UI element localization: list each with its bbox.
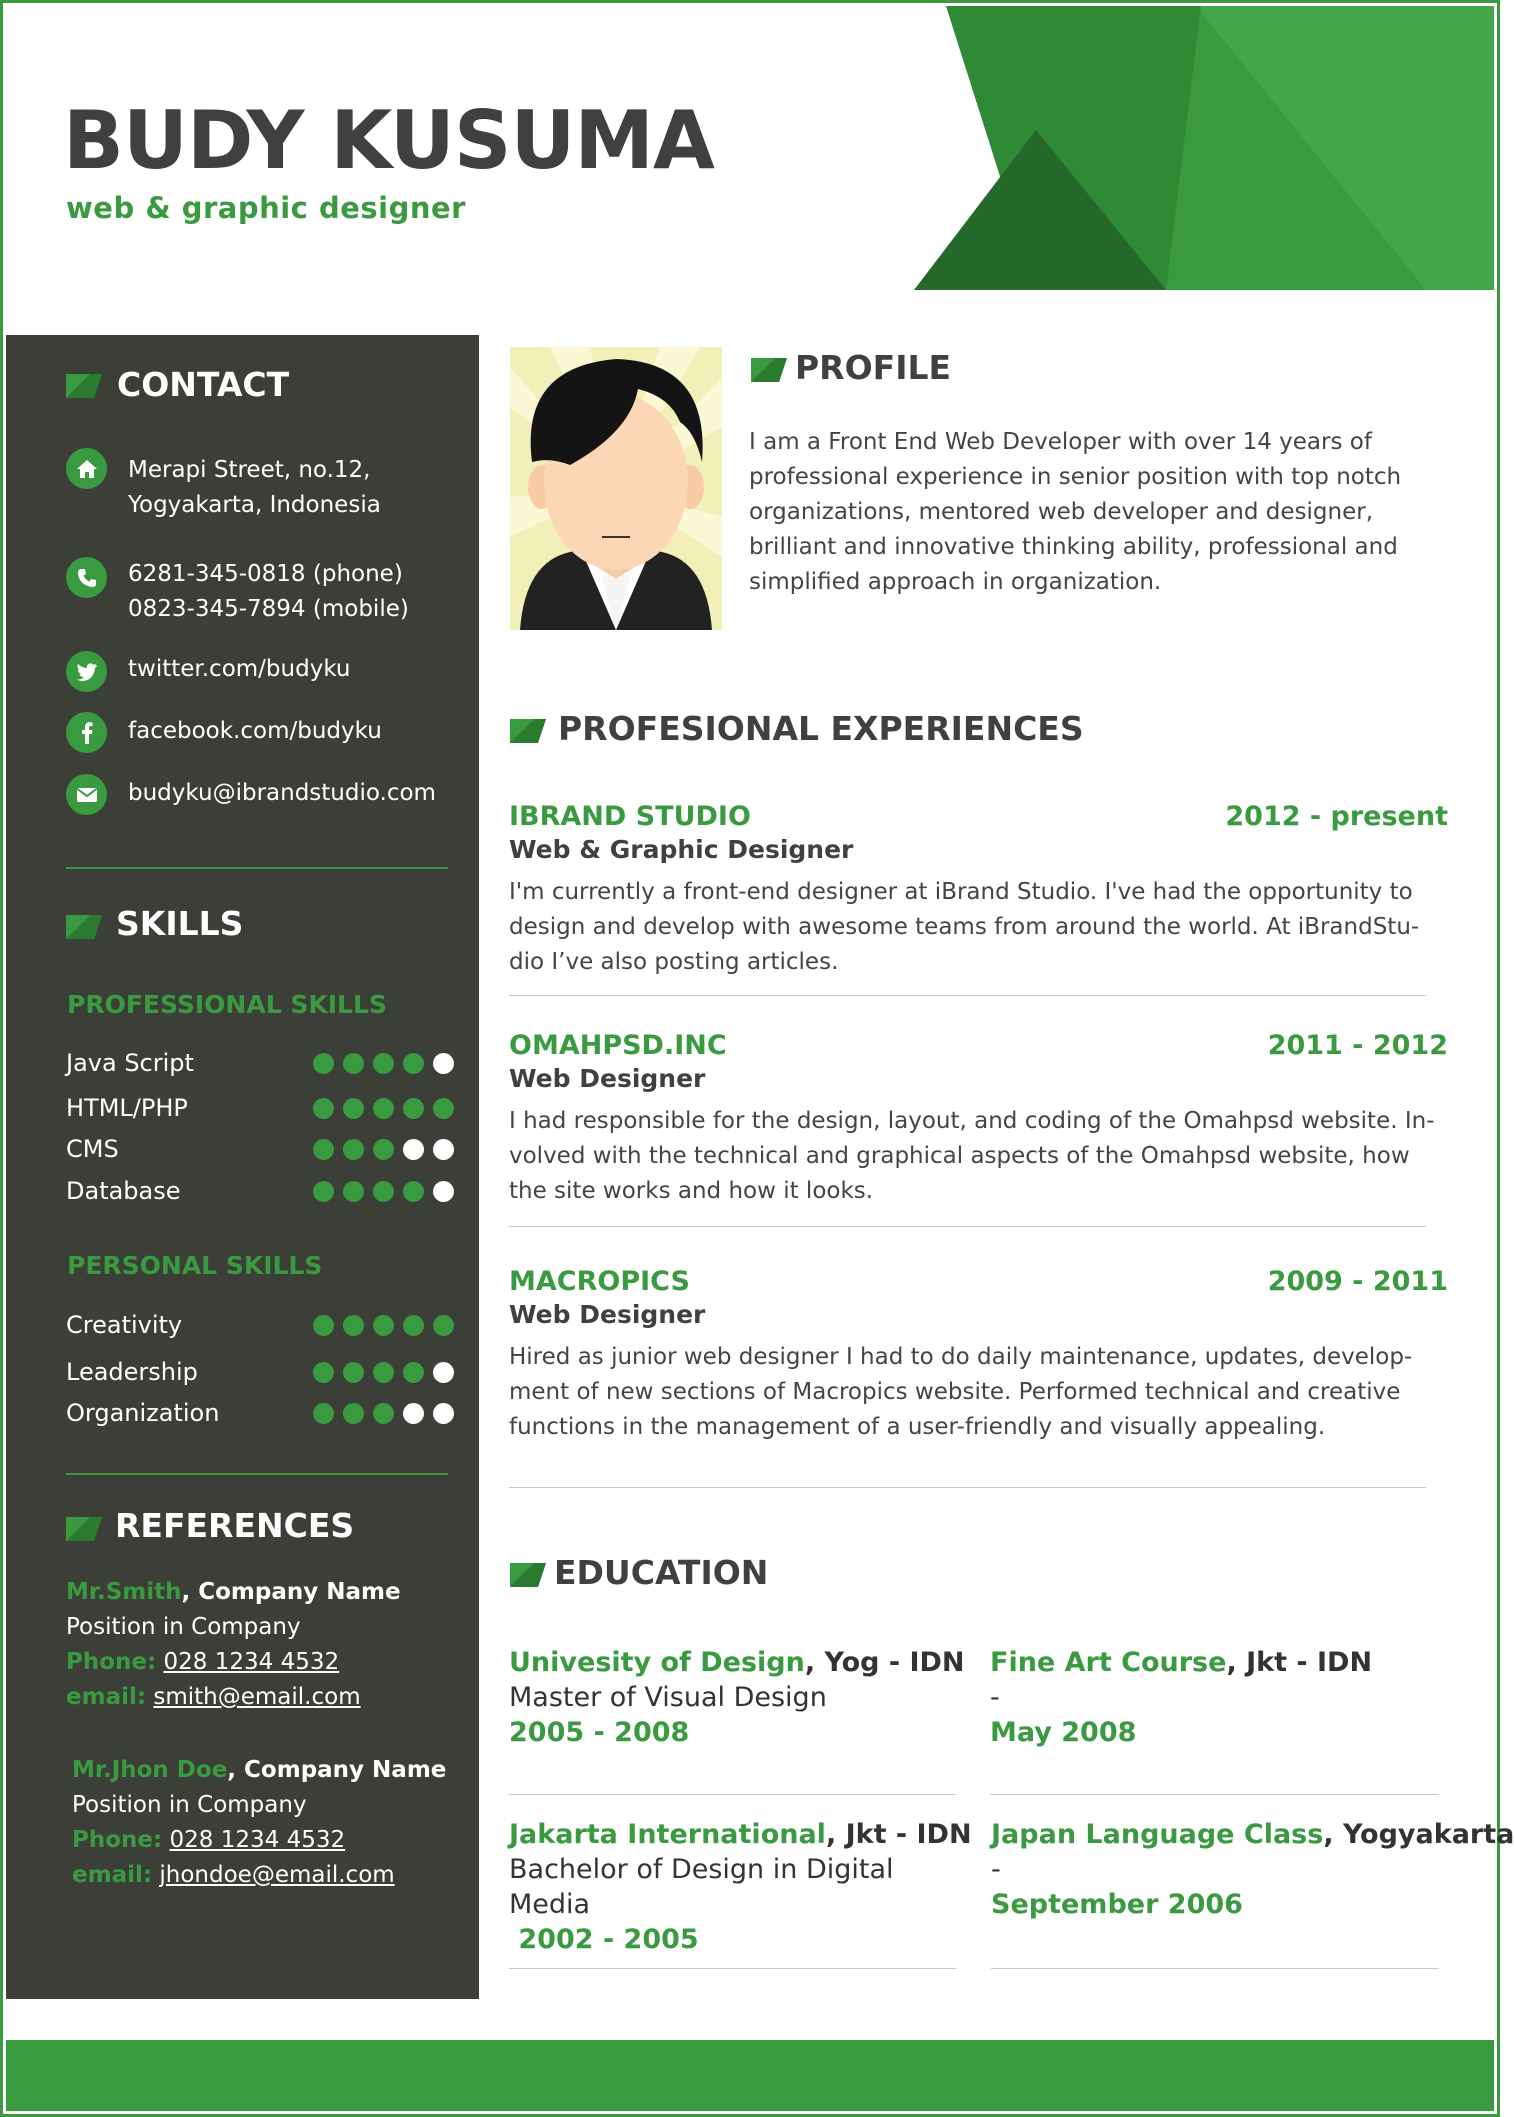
address-line-1: Merapi Street, no.12,	[128, 457, 371, 483]
rating-dot-filled	[343, 1315, 364, 1336]
reference-position: Position in Company	[66, 1614, 301, 1640]
rating-dot-filled	[313, 1315, 334, 1336]
skill-name: Organization	[66, 1399, 220, 1427]
rating-dot-empty	[433, 1181, 454, 1202]
job-description-line: dio I’ve also posting articles.	[509, 949, 839, 975]
reference-phone: Phone: 028 1234 4532	[66, 1649, 340, 1675]
job-description-line: Hired as junior web designer I had to do daily maintenance, updates, develop-	[509, 1344, 1413, 1370]
job-role: Web Designer	[509, 1064, 706, 1093]
skill-name: Creativity	[66, 1311, 183, 1339]
skill-row	[66, 1396, 454, 1430]
skill-rating	[313, 1315, 454, 1336]
job-company: IBRAND STUDIO	[509, 801, 751, 832]
skill-name: HTML/PHP	[66, 1094, 188, 1122]
skill-rating	[313, 1362, 454, 1383]
reference-email-link[interactable]: smith@email.com	[153, 1684, 361, 1710]
contact-heading: CONTACT	[117, 365, 290, 404]
professional-skills-heading: PROFESSIONAL SKILLS	[67, 990, 387, 1019]
job-description-line: functions in the management of a user-friendly and visually appealing.	[509, 1414, 1326, 1440]
rating-dot-empty	[433, 1403, 454, 1424]
twitter-link[interactable]: twitter.com/budyku	[128, 656, 351, 682]
rating-dot-filled	[343, 1053, 364, 1074]
profile-line: I am a Front End Web Developer with over 14 years of	[749, 429, 1372, 455]
profile-avatar	[510, 347, 722, 630]
reference-name: Mr.Jhon Doe, Company Name	[72, 1757, 447, 1783]
education-degree: Bachelor of Design in Digital	[509, 1854, 894, 1885]
rating-dot-filled	[373, 1403, 394, 1424]
skill-rating	[313, 1181, 454, 1202]
job-description-line: ment of new sections of Macropics website. Performed technical and creative	[509, 1379, 1401, 1405]
reference-phone: Phone: 028 1234 4532	[72, 1827, 346, 1853]
section-flag-icon	[510, 1563, 546, 1587]
facebook-icon	[66, 712, 107, 753]
rating-dot-filled	[373, 1139, 394, 1160]
mobile-line[interactable]: 0823-345-7894 (mobile)	[128, 596, 409, 622]
reference-position: Position in Company	[72, 1792, 307, 1818]
rating-dot-filled	[433, 1098, 454, 1119]
job-dates: 2012 - present	[1225, 801, 1448, 832]
rating-dot-filled	[313, 1053, 334, 1074]
reference-phone-link[interactable]: 028 1234 4532	[169, 1827, 346, 1853]
skill-row	[66, 1174, 454, 1208]
job-divider	[509, 995, 1426, 996]
section-flag-icon	[510, 719, 546, 743]
sidebar-divider	[66, 1473, 448, 1475]
education-school: Fine Art Course, Jkt - IDN	[990, 1647, 1373, 1678]
rating-dot-empty	[433, 1139, 454, 1160]
facebook-link[interactable]: facebook.com/budyku	[128, 718, 382, 744]
education-degree: -	[990, 1682, 1000, 1713]
rating-dot-filled	[403, 1362, 424, 1383]
twitter-icon	[66, 651, 107, 692]
home-icon	[66, 448, 107, 489]
skills-heading: SKILLS	[116, 904, 244, 943]
rating-dot-filled	[373, 1098, 394, 1119]
email-icon	[66, 774, 107, 815]
section-flag-icon	[751, 358, 787, 382]
references-heading: REFERENCES	[115, 1506, 355, 1545]
job-dates: 2011 - 2012	[1267, 1030, 1448, 1061]
section-flag-icon	[66, 374, 102, 398]
rating-dot-filled	[343, 1362, 364, 1383]
profile-line: organizations, mentored web developer and designer,	[749, 499, 1374, 525]
skill-rating	[313, 1098, 454, 1119]
skill-name: CMS	[66, 1135, 119, 1163]
education-school: Univesity of Design, Yog - IDN	[509, 1647, 965, 1678]
experience-heading: PROFESIONAL EXPERIENCES	[558, 709, 1084, 748]
profile-line: simplified approach in organization.	[749, 569, 1162, 595]
resume-page	[6, 6, 1514, 2111]
job-company: MACROPICS	[509, 1266, 690, 1297]
footer-bar	[6, 2040, 1494, 2111]
job-company: OMAHPSD.INC	[509, 1030, 727, 1061]
education-divider	[509, 1968, 956, 1969]
education-heading: EDUCATION	[554, 1553, 769, 1592]
rating-dot-empty	[403, 1139, 424, 1160]
rating-dot-filled	[373, 1181, 394, 1202]
education-degree: Master of Visual Design	[509, 1682, 827, 1713]
education-school: Jakarta International, Jkt - IDN	[509, 1819, 972, 1850]
job-description-line: volved with the technical and graphical aspects of the Omahpsd website, how	[509, 1143, 1410, 1169]
rating-dot-empty	[433, 1053, 454, 1074]
personal-skills-heading: PERSONAL SKILLS	[67, 1251, 323, 1280]
rating-dot-filled	[313, 1098, 334, 1119]
reference-name: Mr.Smith, Company Name	[66, 1579, 401, 1605]
skill-row	[66, 1046, 454, 1080]
skill-row	[66, 1132, 454, 1166]
skill-row	[66, 1091, 454, 1125]
section-flag-icon	[66, 915, 102, 939]
rating-dot-empty	[403, 1403, 424, 1424]
rating-dot-filled	[343, 1098, 364, 1119]
education-divider	[991, 1968, 1439, 1969]
education-dates: 2005 - 2008	[509, 1717, 690, 1748]
rating-dot-filled	[403, 1098, 424, 1119]
rating-dot-filled	[313, 1181, 334, 1202]
rating-dot-filled	[313, 1403, 334, 1424]
rating-dot-filled	[343, 1403, 364, 1424]
rating-dot-filled	[403, 1181, 424, 1202]
reference-phone-link[interactable]: 028 1234 4532	[163, 1649, 340, 1675]
rating-dot-filled	[313, 1362, 334, 1383]
skill-name: Java Script	[66, 1049, 194, 1077]
phone-icon	[66, 557, 107, 598]
job-description-line: design and develop with awesome teams from around the world. At iBrandStu-	[509, 914, 1420, 940]
reference-email: email: jhondoe@email.com	[72, 1862, 395, 1888]
job-description-line: I'm currently a front-end designer at iBrand Studio. I've had the opportunity to	[509, 879, 1413, 905]
reference-email: email: smith@email.com	[66, 1684, 361, 1710]
reference-email-link[interactable]: jhondoe@email.com	[159, 1862, 395, 1888]
education-degree: -	[991, 1854, 1001, 1885]
job-dates: 2009 - 2011	[1267, 1266, 1448, 1297]
profile-line: brilliant and innovative thinking ability, professional and	[749, 534, 1398, 560]
section-flag-icon	[66, 1517, 102, 1541]
rating-dot-filled	[403, 1053, 424, 1074]
rating-dot-filled	[373, 1315, 394, 1336]
skill-row	[66, 1355, 454, 1389]
candidate-name: BUDY KUSUMA	[63, 94, 714, 187]
skill-name: Database	[66, 1177, 181, 1205]
education-dates: September 2006	[991, 1889, 1243, 1920]
education-dates: May 2008	[990, 1717, 1137, 1748]
address-line-2: Yogyakarta, Indonesia	[128, 492, 381, 518]
skill-rating	[313, 1139, 454, 1160]
section-divider	[509, 1487, 1426, 1488]
job-description-line: I had responsible for the design, layout, and coding of the Omahpsd website. In-	[509, 1108, 1435, 1134]
phone-line[interactable]: 6281-345-0818 (phone)	[128, 561, 403, 587]
rating-dot-filled	[373, 1362, 394, 1383]
education-degree: Media	[509, 1889, 591, 1920]
job-divider	[509, 1226, 1426, 1227]
skill-row	[66, 1308, 454, 1342]
rating-dot-empty	[433, 1362, 454, 1383]
rating-dot-filled	[343, 1139, 364, 1160]
sidebar-divider	[66, 867, 448, 869]
education-dates: 2002 - 2005	[509, 1924, 699, 1955]
profile-line: professional experience in senior position with top notch	[749, 464, 1402, 490]
sidebar	[6, 335, 479, 1999]
email-link[interactable]: budyku@ibrandstudio.com	[128, 780, 436, 806]
rating-dot-filled	[403, 1315, 424, 1336]
job-description-line: the site works and how it looks.	[509, 1178, 874, 1204]
skill-rating	[313, 1403, 454, 1424]
candidate-title: web & graphic designer	[66, 191, 466, 225]
skill-rating	[313, 1053, 454, 1074]
education-divider	[509, 1794, 956, 1795]
education-school: Japan Language Class, Yogyakarta	[991, 1819, 1514, 1850]
rating-dot-filled	[313, 1139, 334, 1160]
job-role: Web & Graphic Designer	[509, 835, 854, 864]
education-divider	[990, 1794, 1439, 1795]
rating-dot-filled	[373, 1053, 394, 1074]
profile-heading: PROFILE	[795, 348, 952, 387]
rating-dot-filled	[343, 1181, 364, 1202]
rating-dot-filled	[433, 1315, 454, 1336]
skill-name: Leadership	[66, 1358, 198, 1386]
job-role: Web Designer	[509, 1300, 706, 1329]
